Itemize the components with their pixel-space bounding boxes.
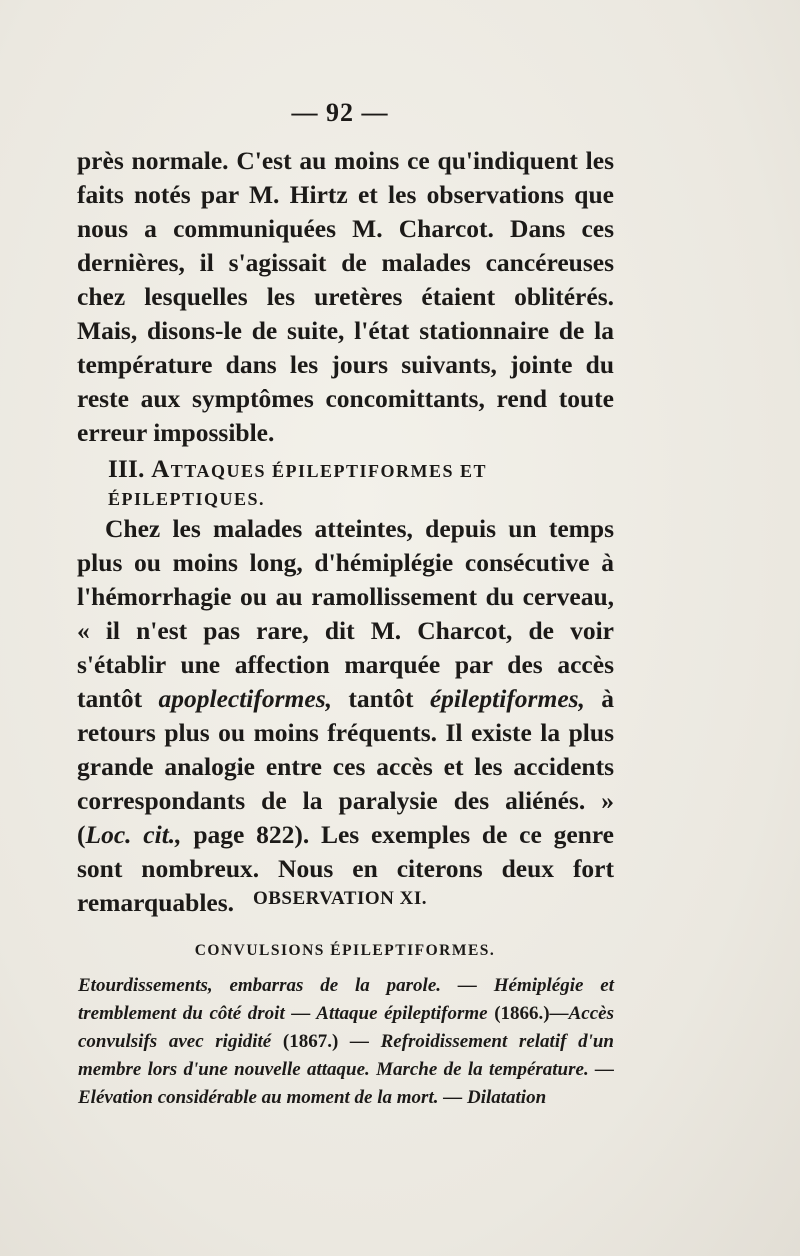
page-number: — 92 — xyxy=(291,98,389,127)
section-title: ATTAQUES ÉPILEPTIFORMES ET ÉPILEPTIQUES. xyxy=(108,456,487,509)
p2-intro: Chez les malades atteintes, depuis un temps plus ou moins long, d'hémiplégie consécutive à l'hémorrhagie ou au ramollissement du cerveau, « il n'est pas rare, dit M. Charcot, de voir s'établir une affection marquée par des accès tantôt xyxy=(77,514,614,713)
summary-year-1866: (1866.) xyxy=(494,1003,550,1024)
section-number: III. xyxy=(108,456,145,483)
p2-end: page 822). Les exemples de ce genre sont nombreux. Nous en citerons deux fort remarquables. xyxy=(77,820,614,917)
p2-mid: tantôt xyxy=(348,684,414,713)
summary-part-3: — Refroidissement relatif d'un membre lors d'une nouvelle attaque. Marche de la température. —Elévation considérable au moment de la mort. — Dilatation xyxy=(78,1031,614,1108)
summary-year-1867: (1867.) xyxy=(282,1031,339,1052)
observation-subtitle: CONVULSIONS ÉPILEPTIFORMES. xyxy=(194,942,496,959)
p2-cont: à retours plus ou moins fréquents. Il existe la plus grande analogie entre ces accès et les accidents correspondants de la paralysie des aliénés. » ( xyxy=(77,684,615,849)
paragraph-1 xyxy=(77,144,614,450)
observation-summary xyxy=(78,972,614,1112)
p2-term-epileptiformes: épileptiformes, xyxy=(429,684,585,713)
paragraph-2-text xyxy=(77,512,614,920)
paragraph-2 xyxy=(77,512,614,920)
p2-term-apoplectiformes: apoplectiformes, xyxy=(158,684,333,713)
summary-part-1: Etourdissements, embarras de la parole. — Hémiplégie et tremblement du côté droit — Attaque épileptiforme xyxy=(78,975,614,1024)
observation-title: OBSERVATION XI. xyxy=(252,888,427,909)
paragraph-1-text: près normale. C'est au moins ce qu'indiquent les faits notés par M. Hirtz et les observations que nous a communiquées M. Charcot. Dans ces dernières, il s'agissait de malades cancéreuses chez lesquelles les uretères étaient oblitérés. Mais, disons-le de suite, l'état stationnaire de la température dans les jours suivants, jointe du reste aux symptômes concomittants, rend toute erreur impossible. xyxy=(77,146,614,447)
p2-citation: Loc. cit., xyxy=(85,820,182,849)
section-heading xyxy=(108,456,608,512)
summary-part-2: —Accès convulsifs avec rigidité xyxy=(78,1003,614,1052)
